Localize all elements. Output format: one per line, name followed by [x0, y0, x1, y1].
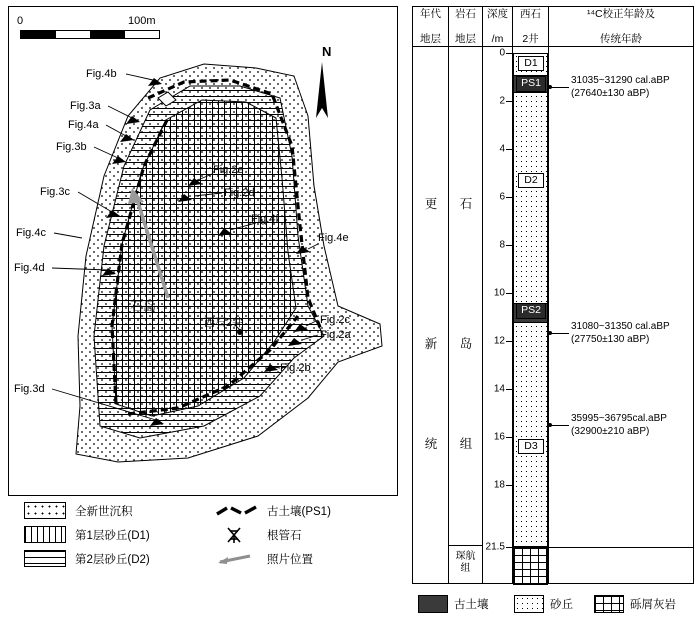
age-annotation-2-line2: (27750±130 aBP)	[571, 334, 650, 345]
unit-label-ps2: PS2	[516, 303, 546, 319]
map-panel	[8, 6, 398, 496]
header-well	[513, 7, 549, 47]
legend-label-photo-loc: 照片位置	[267, 553, 313, 566]
log-legend-swatch-dune	[514, 595, 544, 613]
age-annotation-2-line1: 31080~31350 cal.aBP	[571, 321, 670, 332]
map-label-fig4b: Fig.4b	[86, 68, 117, 80]
header-age	[413, 7, 449, 47]
map-legend	[16, 500, 396, 574]
log-legend-item-dune	[514, 595, 573, 613]
legend-swatch-holocene	[24, 502, 66, 519]
column-well-log	[513, 47, 549, 583]
age-annotation-3-line1: 35995~36795cal.aBP	[571, 413, 667, 424]
log-body	[413, 47, 693, 583]
log-base-line	[549, 547, 693, 548]
header-age-line1: 年代	[420, 8, 441, 21]
depth-tick-10: 10	[493, 287, 505, 299]
litho-text-3: 组	[459, 437, 473, 451]
depth-tick-0: 0	[499, 47, 505, 59]
litho-text-2: 岛	[459, 337, 473, 351]
age-annotation-2	[571, 320, 670, 346]
column-lithostratigraphy	[449, 47, 483, 583]
age-annotation-1	[571, 74, 670, 100]
map-label-fig2d: Fig.2d	[224, 187, 255, 199]
header-ages-line1: ¹⁴C校正年龄及	[586, 8, 656, 21]
legend-item-photo-loc	[216, 550, 313, 567]
log-legend-label-paleosol: 古土壤	[454, 599, 489, 611]
header-well-line2: 2井	[522, 33, 539, 46]
age-text-1: 更	[424, 197, 438, 211]
header-ages-line2: 传统年龄	[600, 33, 642, 46]
depth-tick-4: 4	[499, 143, 505, 155]
unit-label-d3: D3	[518, 439, 544, 454]
legend-label-dune1: 第1层砂丘(D1)	[75, 529, 150, 542]
depth-tick-14: 14	[493, 383, 505, 395]
header-age-line2: 地层	[420, 33, 441, 46]
paleosol-dash-icon	[216, 502, 258, 519]
depth-tick-16: 16	[493, 431, 505, 443]
map-label-fig2b: Fig.2b	[280, 362, 311, 374]
age-text-2: 新	[424, 337, 438, 351]
header-well-line1: 西石	[520, 8, 541, 21]
age-annotation-3-line2: (32900±210 aBP)	[571, 426, 650, 437]
map-label-fig2e: Fig.2e	[213, 164, 244, 176]
photo-location-arrow-icon	[216, 550, 258, 567]
well-sand-body	[513, 53, 548, 547]
legend-item-dune2	[24, 550, 150, 567]
header-litho	[449, 7, 483, 47]
bottom-formation-line2: 组	[460, 563, 471, 574]
log-legend-label-rubble: 砾屑灰岩	[630, 599, 676, 611]
legend-label-paleosol: 古土壤(PS1)	[267, 505, 331, 518]
depth-tick-12: 12	[493, 335, 505, 347]
unit-label-d2: D2	[518, 173, 544, 188]
legend-swatch-paleosol	[216, 502, 258, 519]
header-litho-line1: 岩石	[455, 8, 476, 21]
well-rubble-limestone	[513, 547, 548, 585]
log-legend-swatch-rubble	[594, 595, 624, 613]
header-depth-line2: /m	[491, 33, 504, 46]
column-chronostratigraphy	[413, 47, 449, 583]
map-label-fig2c: Fig.2c	[320, 314, 350, 326]
legend-label-dune2: 第2层砂丘(D2)	[75, 553, 150, 566]
legend-swatch-photo-loc	[216, 550, 258, 567]
header-litho-line2: 地层	[455, 33, 476, 46]
age-annotation-3	[571, 412, 667, 438]
log-legend-item-rubble	[594, 595, 676, 613]
map-label-fig3b: Fig.3b	[56, 141, 87, 153]
scale-left-label: 0	[17, 15, 24, 27]
bottom-formation-cell	[449, 545, 482, 583]
map-label-fig3c: Fig.3c	[40, 186, 70, 198]
column-radiocarbon-ages	[549, 47, 693, 583]
legend-swatch-dune2	[24, 550, 66, 567]
map-label-fig4f: Fig.4f	[251, 213, 279, 225]
island-name-label: 石岛	[130, 299, 157, 314]
header-ages	[549, 7, 693, 47]
header-depth	[483, 7, 513, 47]
depth-tick-18: 18	[493, 479, 505, 491]
legend-label-holocene: 全新世沉积	[75, 505, 133, 518]
depth-tick-21-5: 21.5	[485, 541, 505, 553]
map-label-fig3a: Fig.3a	[70, 100, 101, 112]
depth-tick-8: 8	[499, 239, 505, 251]
scale-right-label: 100m	[128, 15, 156, 27]
map-label-fig4a: Fig.4a	[68, 119, 99, 131]
island-map-drawing	[8, 6, 398, 496]
bottom-formation-line1: 琛航	[455, 551, 476, 562]
age-annotation-1-line2: (27640±130 aBP)	[571, 88, 650, 99]
map-label-fig2a: Fig.2a	[320, 329, 351, 341]
log-legend-label-dune: 砂丘	[550, 599, 573, 611]
log-legend	[412, 592, 694, 622]
unit-label-d1: D1	[518, 56, 544, 71]
litho-text-1: 石	[459, 197, 473, 211]
legend-item-rhizolith	[216, 526, 302, 543]
log-legend-swatch-paleosol	[418, 595, 448, 613]
map-label-fig4d: Fig.4d	[14, 262, 45, 274]
map-label-fig4e: Fig.4e	[318, 232, 349, 244]
age-text-3: 统	[424, 437, 438, 451]
legend-swatch-rhizolith	[216, 526, 258, 543]
legend-label-rhizolith: 根管石	[267, 529, 302, 542]
borehole-log-panel	[412, 6, 694, 584]
legend-item-paleosol	[216, 502, 331, 519]
map-label-fig4c: Fig.4c	[16, 227, 46, 239]
column-depth-scale	[483, 47, 513, 583]
header-depth-line1: 深度	[487, 8, 508, 21]
rhizolith-icon	[216, 526, 258, 543]
legend-item-dune1	[24, 526, 150, 543]
age-annotation-1-line1: 31035~31290 cal.aBP	[571, 75, 670, 86]
log-header-row	[413, 7, 693, 47]
north-label: N	[322, 44, 332, 59]
legend-swatch-dune1	[24, 526, 66, 543]
depth-tick-6: 6	[499, 191, 505, 203]
unit-label-ps1: PS1	[516, 76, 546, 92]
well-name-label: 西石2井	[204, 317, 244, 329]
log-legend-item-paleosol	[418, 595, 489, 613]
legend-item-holocene	[24, 502, 133, 519]
depth-tick-2: 2	[499, 95, 505, 107]
map-label-fig3d: Fig.3d	[14, 383, 45, 395]
